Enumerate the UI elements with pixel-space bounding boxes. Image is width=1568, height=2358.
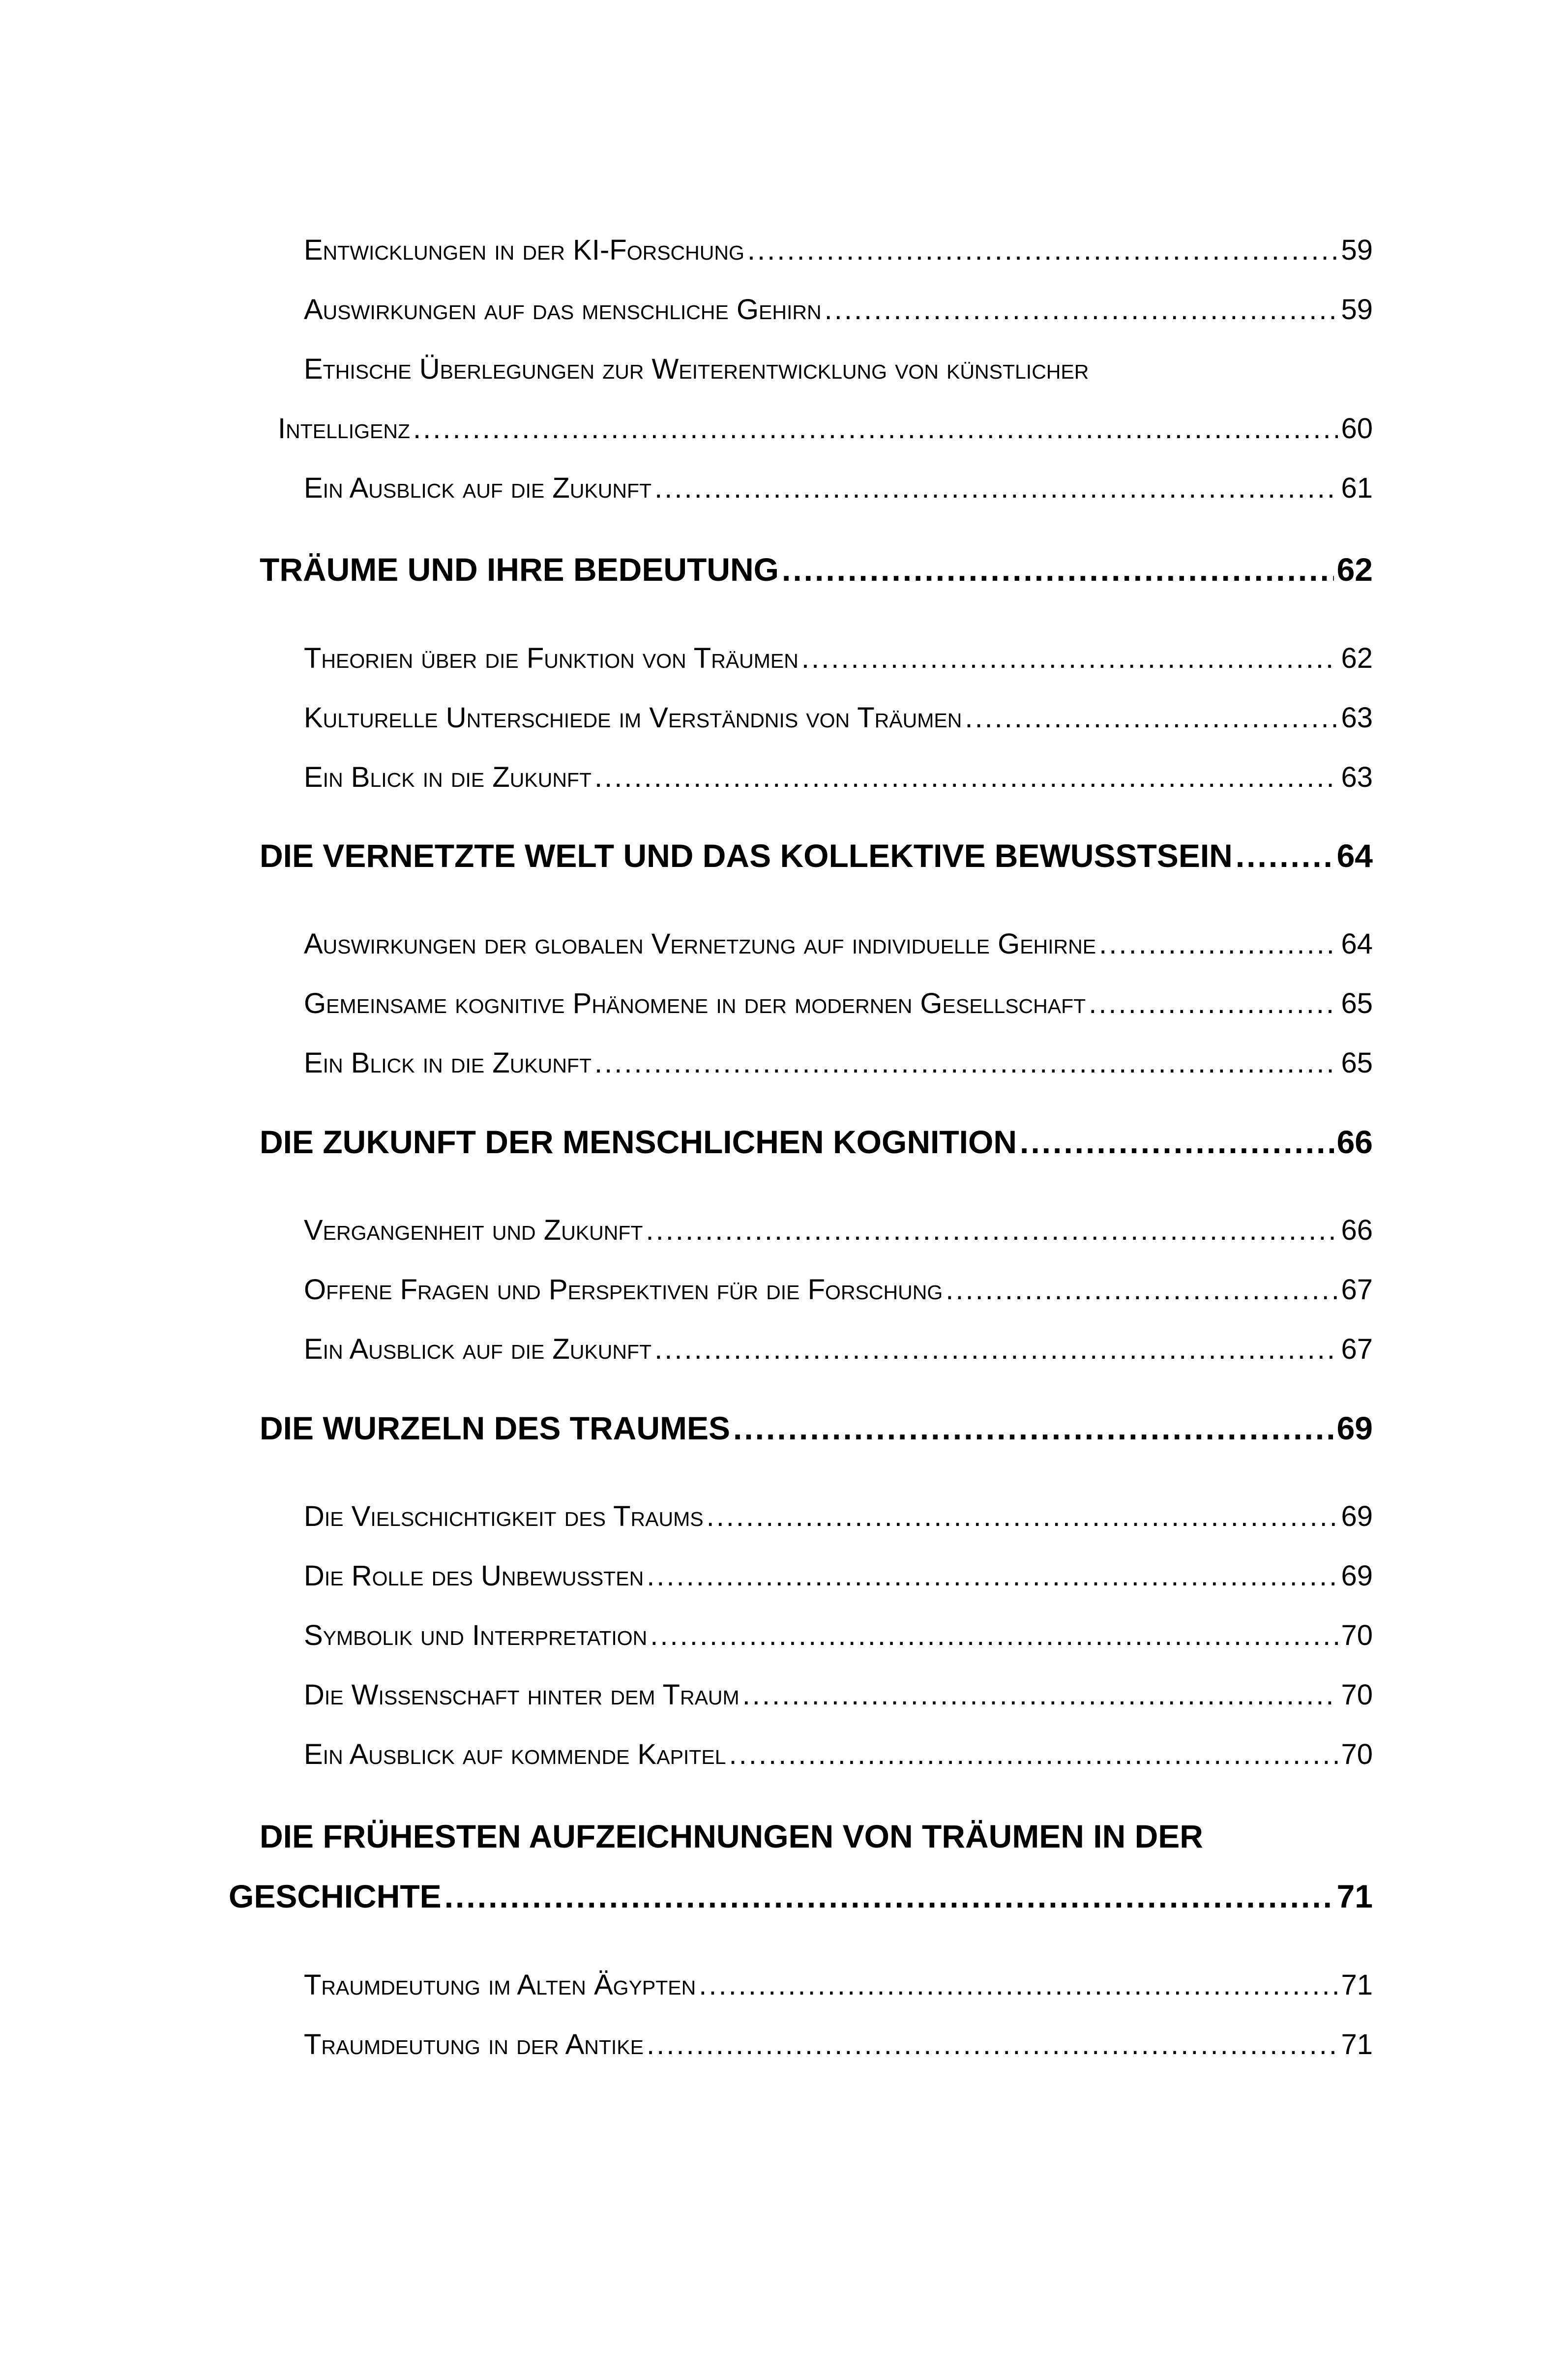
leader-dots — [654, 1333, 1338, 1366]
toc-entry[interactable] — [304, 293, 1373, 332]
leader-dots — [1020, 1123, 1334, 1161]
leader-dots — [444, 1878, 1334, 1915]
toc-entry-title: Auswirkungen auf das menschliche Gehirn — [304, 294, 822, 326]
toc-entry-page: 70 — [1341, 1679, 1373, 1711]
leader-dots — [594, 1046, 1338, 1079]
toc-chapter-title: DIE FRÜHESTEN AUFZEICHNUNGEN VON TRÄUMEN IN DER — [260, 1818, 1203, 1854]
toc-entry[interactable] — [304, 701, 1373, 741]
toc-entry-page: 70 — [1341, 1619, 1373, 1651]
toc-entry-page: 60 — [1341, 413, 1373, 445]
leader-dots — [699, 1969, 1338, 2001]
leader-dots — [733, 1409, 1334, 1447]
leader-dots — [965, 701, 1338, 734]
toc-entry[interactable] — [304, 927, 1373, 967]
toc-entry-title: Die Vielschichtigkeit des Traums — [304, 1500, 704, 1532]
leader-dots — [747, 234, 1338, 267]
toc-chapter-page: 62 — [1336, 551, 1373, 588]
toc-chapter-title: DIE WURZELN DES TRAUMES — [260, 1410, 730, 1446]
leader-dots — [646, 1214, 1338, 1247]
toc-entry-page: 59 — [1341, 294, 1373, 326]
toc-entry[interactable] — [304, 1214, 1373, 1253]
toc-entry-title: Traumdeutung in der Antike — [304, 2029, 644, 2060]
toc-entry-page: 69 — [1341, 1500, 1373, 1532]
toc-entry-page: 69 — [1341, 1560, 1373, 1592]
toc-chapter-title-continued: GESCHICHTE — [229, 1878, 442, 1914]
toc-chapter-page: 71 — [1336, 1878, 1373, 1914]
toc-chapter-title: TRÄUME UND IHRE BEDEUTUNG — [260, 551, 779, 588]
leader-dots — [825, 293, 1338, 326]
toc-entry[interactable] — [304, 353, 1373, 392]
toc-chapter-title: DIE ZUKUNFT DER MENSCHLICHEN KOGNITION — [260, 1124, 1017, 1160]
toc-entry-page: 61 — [1341, 472, 1373, 504]
toc-chapter-title: DIE VERNETZTE WELT UND DAS KOLLEKTIVE BEWUSSTSEIN — [260, 837, 1233, 874]
leader-dots — [1099, 927, 1338, 960]
toc-entry[interactable] — [304, 1619, 1373, 1658]
toc-chapter[interactable] — [260, 1123, 1373, 1167]
leader-dots — [946, 1273, 1338, 1306]
leader-dots — [654, 472, 1338, 505]
toc-entry-page: 65 — [1341, 987, 1373, 1019]
leader-dots — [1089, 987, 1338, 1020]
toc-entry-title: Entwicklungen in der KI-Forschung — [304, 234, 744, 266]
toc-entry-title: Traumdeutung im Alten Ägypten — [304, 1969, 696, 2001]
toc-entry-page: 71 — [1341, 1969, 1373, 2001]
leader-dots — [1236, 837, 1334, 874]
toc-chapter-page: 64 — [1336, 837, 1373, 874]
toc-entry-page: 65 — [1341, 1047, 1373, 1079]
toc-entry-page: 67 — [1341, 1274, 1373, 1306]
toc-entry-title: Ein Blick in die Zukunft — [304, 761, 592, 793]
toc-entry-title: Gemeinsame kognitive Phänomene in der modernen Gesellschaft — [304, 987, 1086, 1019]
toc-chapter-page: 66 — [1336, 1124, 1373, 1160]
toc-entry-title: Ein Ausblick auf kommende Kapitel — [304, 1738, 726, 1770]
toc-entry[interactable] — [304, 234, 1373, 273]
toc-entry[interactable] — [304, 1500, 1373, 1539]
toc-entry-page: 62 — [1341, 642, 1373, 674]
leader-dots — [647, 1559, 1338, 1592]
toc-entry-title: Offene Fragen und Perspektiven für die Forschung — [304, 1274, 943, 1306]
leader-dots — [742, 1678, 1338, 1711]
toc-entry[interactable] — [304, 1333, 1373, 1372]
toc-entry[interactable] — [304, 472, 1373, 511]
toc-chapter-continuation[interactable] — [229, 1878, 1373, 1922]
leader-dots — [782, 551, 1334, 588]
toc-entry-page: 64 — [1341, 928, 1373, 960]
toc-chapter[interactable] — [260, 1818, 1373, 1862]
toc-entry-page: 66 — [1341, 1214, 1373, 1246]
leader-dots — [413, 412, 1338, 445]
leader-dots — [647, 2028, 1338, 2061]
toc-entry-page: 71 — [1341, 2029, 1373, 2060]
toc-entry-page: 63 — [1341, 761, 1373, 793]
toc-entry[interactable] — [304, 2028, 1373, 2067]
toc-entry-title: Ein Blick in die Zukunft — [304, 1047, 592, 1079]
leader-dots — [801, 642, 1338, 675]
leader-dots — [707, 1500, 1338, 1533]
toc-entry-title: Auswirkungen der globalen Vernetzung auf individuelle Gehirne — [304, 928, 1096, 960]
toc-chapter[interactable] — [260, 837, 1373, 881]
toc-chapter[interactable] — [260, 1409, 1373, 1454]
toc-entry-title: Ethische Überlegungen zur Weiterentwicklung von künstlicher — [304, 353, 1089, 385]
toc-entry[interactable] — [304, 1046, 1373, 1086]
toc-entry-title: Die Rolle des Unbewussten — [304, 1560, 644, 1592]
toc-entry-page: 67 — [1341, 1333, 1373, 1365]
toc-entry[interactable] — [304, 761, 1373, 800]
toc-chapter-page: 69 — [1336, 1410, 1373, 1446]
toc-entry[interactable] — [304, 1678, 1373, 1718]
toc-entry-page: 59 — [1341, 234, 1373, 266]
toc-entry-title: Ein Ausblick auf die Zukunft — [304, 472, 652, 504]
toc-entry-title: Vergangenheit und Zukunft — [304, 1214, 643, 1246]
leader-dots — [594, 761, 1338, 794]
toc-entry-page: 63 — [1341, 702, 1373, 734]
toc-entry-title: Die Wissenschaft hinter dem Traum — [304, 1679, 740, 1711]
toc-entry-page: 70 — [1341, 1738, 1373, 1770]
toc-entry[interactable] — [304, 1559, 1373, 1599]
leader-dots — [729, 1738, 1338, 1771]
toc-entry-title: Ein Ausblick auf die Zukunft — [304, 1333, 652, 1365]
toc-entry[interactable] — [304, 642, 1373, 681]
leader-dots — [650, 1619, 1338, 1652]
toc-entry[interactable] — [304, 1969, 1373, 2008]
toc-entry-title: Kulturelle Unterschiede im Verständnis von Träumen — [304, 702, 962, 734]
toc-entry-title: Symbolik und Interpretation — [304, 1619, 648, 1651]
toc-entry-title: Theorien über die Funktion von Träumen — [304, 642, 799, 674]
toc-entry-continuation[interactable] — [278, 412, 1373, 451]
toc-chapter[interactable] — [260, 551, 1373, 595]
toc-entry[interactable] — [304, 987, 1373, 1026]
toc-entry-title-continued: Intelligenz — [278, 413, 411, 445]
toc-entry[interactable] — [304, 1273, 1373, 1313]
toc-entry[interactable] — [304, 1738, 1373, 1777]
